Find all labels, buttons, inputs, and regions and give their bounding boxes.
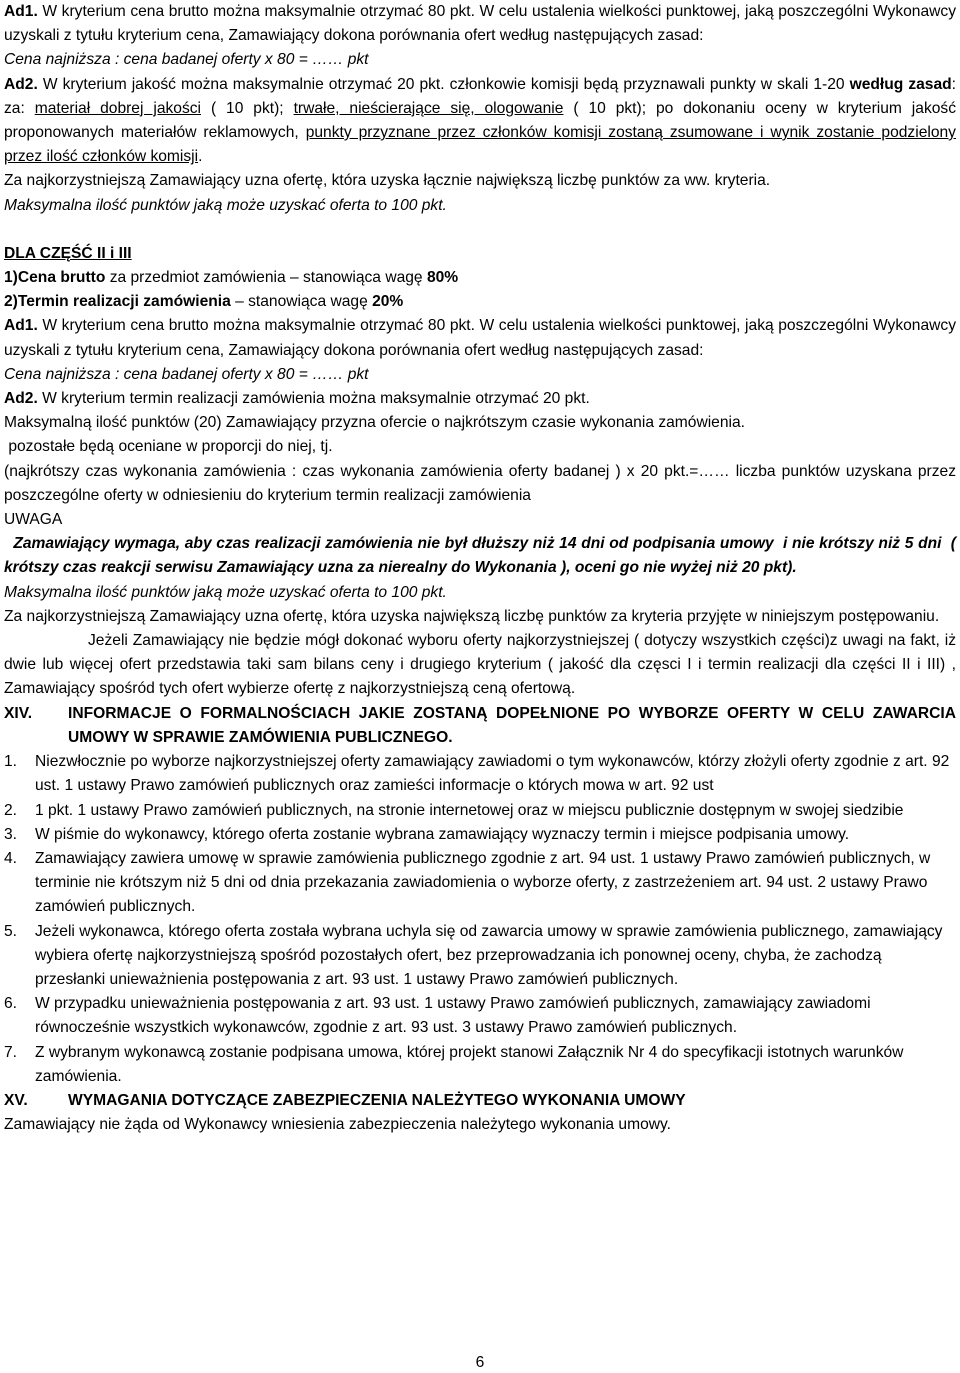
list-item	[4, 799, 956, 823]
ad2-text: .	[198, 148, 203, 166]
section-xv-heading	[4, 1089, 956, 1113]
list-item-text: Jeżeli wykonawca, którego oferta została wybrana uchyla się od zawarcia umowy w sprawie zamówienia publicznego, zamawiający wybiera ofertę najkorzystniejszą spośród pozostałych ofert, bez przeprowadzania ich ponownej oceny, chyba, że zachodzą przesłanki unieważnienia postępowania z art. 93 ust. 1 ustawy Prawo zamówień publicznych.	[35, 922, 943, 988]
criterion-1-label: 1)Cena brutto	[4, 269, 106, 287]
section-number: XIV.	[4, 704, 33, 722]
ad2-paragraph	[4, 387, 956, 411]
criterion-2	[4, 290, 956, 314]
term-formula: (najkrótszy czas wykonania zamówienia : czas wykonania zamówienia oferty badanej ) x 20 pkt.=…… liczba punktów uzyskana przez poszczególne oferty w odniesieniu do kryterium termin realizacji zamówienia	[4, 462, 956, 504]
page-number: 6	[475, 1354, 485, 1371]
price-formula: Cena najniższa : cena badanej oferty x 80 = …… pkt	[4, 51, 369, 69]
ad2-text: ( 10 pkt); po dokonaniu oceny w kryterium jakość proponowanych materiałów reklamowych,	[4, 99, 957, 142]
tie-break-paragraph: Jeżeli Zamawiający nie będzie mógł dokonać wyboru oferty najkorzystniejszej ( dotyczy wszystkich części)z uwagi na fakt, iż dwie lub więcej ofert przedstawia taki sam bilans ceny i drugiego kryterium ( jakość dla częsci I i termin realizacji dla części II i III) , Zamawiający spośród tych ofert wybierze ofertę z najkorzystniejszą ceną ofertową.	[4, 632, 956, 698]
ad2-label: Ad2.	[4, 75, 38, 93]
section-title: WYMAGANIA DOTYCZĄCE ZABEZPIECZENIA NALEŻYTEGO WYKONANIA UMOWY	[68, 1091, 686, 1109]
list-item-text: W piśmie do wykonawcy, którego oferta zostanie wybrana zamawiający wyznaczy termin i miejsce podpisania umowy.	[35, 825, 850, 843]
ad2-paragraph	[4, 73, 956, 170]
list-item	[4, 847, 956, 920]
ad1-text: W kryterium cena brutto można maksymalnie otrzymać 80 pkt. W celu ustalenia wielkości punktowej, jaką poszczególni Wykonawcy uzyskali z tytułu kryterium cena, Zamawiający dokona porównania ofert według następujących zasad:	[4, 317, 956, 359]
best-offer-sentence: Za najkorzystniejszą Zamawiający uzna ofertę, która uzyska łącznie największą liczbę punktów za ww. kryteria.	[4, 172, 771, 190]
max-points-sentence: Maksymalna ilość punktów jaką może uzyskać oferta to 100 pkt.	[4, 583, 447, 601]
list-item	[4, 1041, 956, 1089]
list-item-number: 4.	[4, 849, 18, 867]
criterion-2-label: 2)Termin realizacji zamówienia	[4, 293, 231, 311]
ad1-paragraph	[4, 0, 956, 48]
warning-label: UWAGA	[4, 511, 63, 529]
criterion-1-text: za przedmiot zamówienia – stanowiąca wagę	[105, 269, 427, 287]
section-number: XV.	[4, 1091, 28, 1109]
ad2-text: W kryterium jakość można maksymalnie otrzymać 20 pkt. członkowie komisji będą przyznawali punkty w skali 1-20	[37, 75, 850, 93]
section-xiv-heading	[4, 702, 956, 750]
criterion-1-weight: 80%	[426, 269, 459, 287]
list-item	[4, 920, 956, 993]
list-item-text: Niezwłocznie po wyborze najkorzystniejszej oferty zamawiający zawiadomi o tym wykonawców, którzy złożyli oferty zgodnie z art. 92 ust. 1 ustawy Prawo zamówień publicznych oraz zamieści informacje o których mowa w art. 92 ust	[35, 753, 950, 795]
list-item-text: W przypadku unieważnienia postępowania z art. 93 ust. 1 ustawy Prawo zamówień publicznych, zamawiający zawiadomi równocześnie wszystkich wykonawców, zgodnie z art. 93 ust. 3 ustawy Prawo zamówień publicznych.	[35, 995, 871, 1037]
list-item	[4, 992, 956, 1040]
spacer	[4, 218, 956, 242]
list-item-text: Z wybranym wykonawcą zostanie podpisana umowa, której projekt stanowi Załącznik Nr 4 do specyfikacji istotnych warunków zamówienia.	[35, 1043, 904, 1085]
list-item-text: Zamawiający zawiera umowę w sprawie zamówienia publicznego zgodnie z art. 94 ust. 1 ustawy Prawo zamówień publicznych, w terminie nie krótszym niż 5 dni od dnia przekazania zawiadomienia o wyborze oferty, z zastrzeżeniem art. 94 ust. 2 ustawy Prawo zamówień publicznych.	[35, 849, 931, 916]
list-item-number: 3.	[4, 825, 18, 843]
list-item-number: 1.	[4, 753, 18, 771]
ad2-label: Ad2.	[4, 390, 38, 408]
ad2-text: ( 10 pkt);	[201, 99, 294, 117]
list-item-number: 2.	[4, 801, 18, 819]
warning-text: Zamawiający wymaga, aby czas realizacji zamówienia nie był dłuższy niż 14 dni od podpisania umowy i nie krótszy niż 5 dni ( krótszy czas reakcji serwisu Zamawiający uzna za nierealny do Wykonania ), oceni go nie wyżej niż 20 pkt).	[4, 535, 960, 577]
wedlug-zasad: według zasad	[849, 75, 952, 93]
section-xv-text: Zamawiający nie żąda od Wykonawcy wniesienia zabezpieczenia należytego wykonania umowy.	[4, 1116, 671, 1134]
criterion-1	[4, 266, 956, 290]
criterion-2-weight: 20%	[372, 293, 404, 311]
list-item	[4, 750, 956, 798]
price-formula: Cena najniższa : cena badanej oferty x 80 = …… pkt	[4, 365, 369, 383]
criterion-material: materiał dobrej jakości	[34, 99, 202, 117]
term-line: Maksymalną ilość punktów (20) Zamawiający przyzna ofercie o najkrótszym czasie wykonania zamówienia.	[4, 414, 745, 432]
criterion-branding: trwałe, nieścierające się, ologowanie	[293, 99, 564, 117]
ad1-paragraph	[4, 314, 956, 362]
parts-heading: DLA CZĘŚĆ II i III	[4, 244, 132, 262]
max-points-sentence: Maksymalna ilość punktów jaką może uzyskać oferta to 100 pkt.	[4, 196, 447, 214]
list-item	[4, 823, 956, 847]
list-item-number: 7.	[4, 1043, 18, 1061]
section-xiv-list	[4, 750, 956, 1089]
ad2-text: W kryterium termin realizacji zamówienia można maksymalnie otrzymać 20 pkt.	[37, 390, 590, 408]
ad1-label: Ad1.	[4, 317, 38, 335]
term-line: pozostałe będą oceniane w proporcji do niej, tj.	[4, 438, 333, 456]
list-item-text: 1 pkt. 1 ustawy Prawo zamówień publicznych, na stronie internetowej oraz w miejscu publicznie dostępnym w swojej siedzibie	[35, 801, 904, 819]
ad2-text: : za:	[4, 75, 957, 117]
section-title: INFORMACJE O FORMALNOŚCIACH JAKIE ZOSTANĄ DOPEŁNIONE PO WYBORZE OFERTY W CELU ZAWARCIA UMOWY W SPRAWIE ZAMÓWIENIA PUBLICZNEGO.	[68, 704, 956, 746]
list-item-number: 5.	[4, 922, 18, 940]
best-offer-sentence: Za najkorzystniejszą Zamawiający uzna ofertę, która uzyska największą liczbę punktów za kryteria przyjęte w niniejszym postępowaniu.	[4, 607, 940, 625]
ad1-text: W kryterium cena brutto można maksymalnie otrzymać 80 pkt. W celu ustalenia wielkości punktowej, jaką poszczególni Wykonawcy uzyskali z tytułu kryterium cena, Zamawiający dokona porównania ofert według następujących zasad:	[4, 3, 956, 45]
criterion-2-text: – stanowiąca wagę	[230, 293, 373, 311]
scoring-rule: punkty przyznane przez członków komisji zostaną zsumowane i wynik zostanie podzielony przez ilość członków komisji	[4, 124, 956, 166]
ad1-label: Ad1.	[4, 3, 38, 20]
list-item-number: 6.	[4, 995, 18, 1013]
